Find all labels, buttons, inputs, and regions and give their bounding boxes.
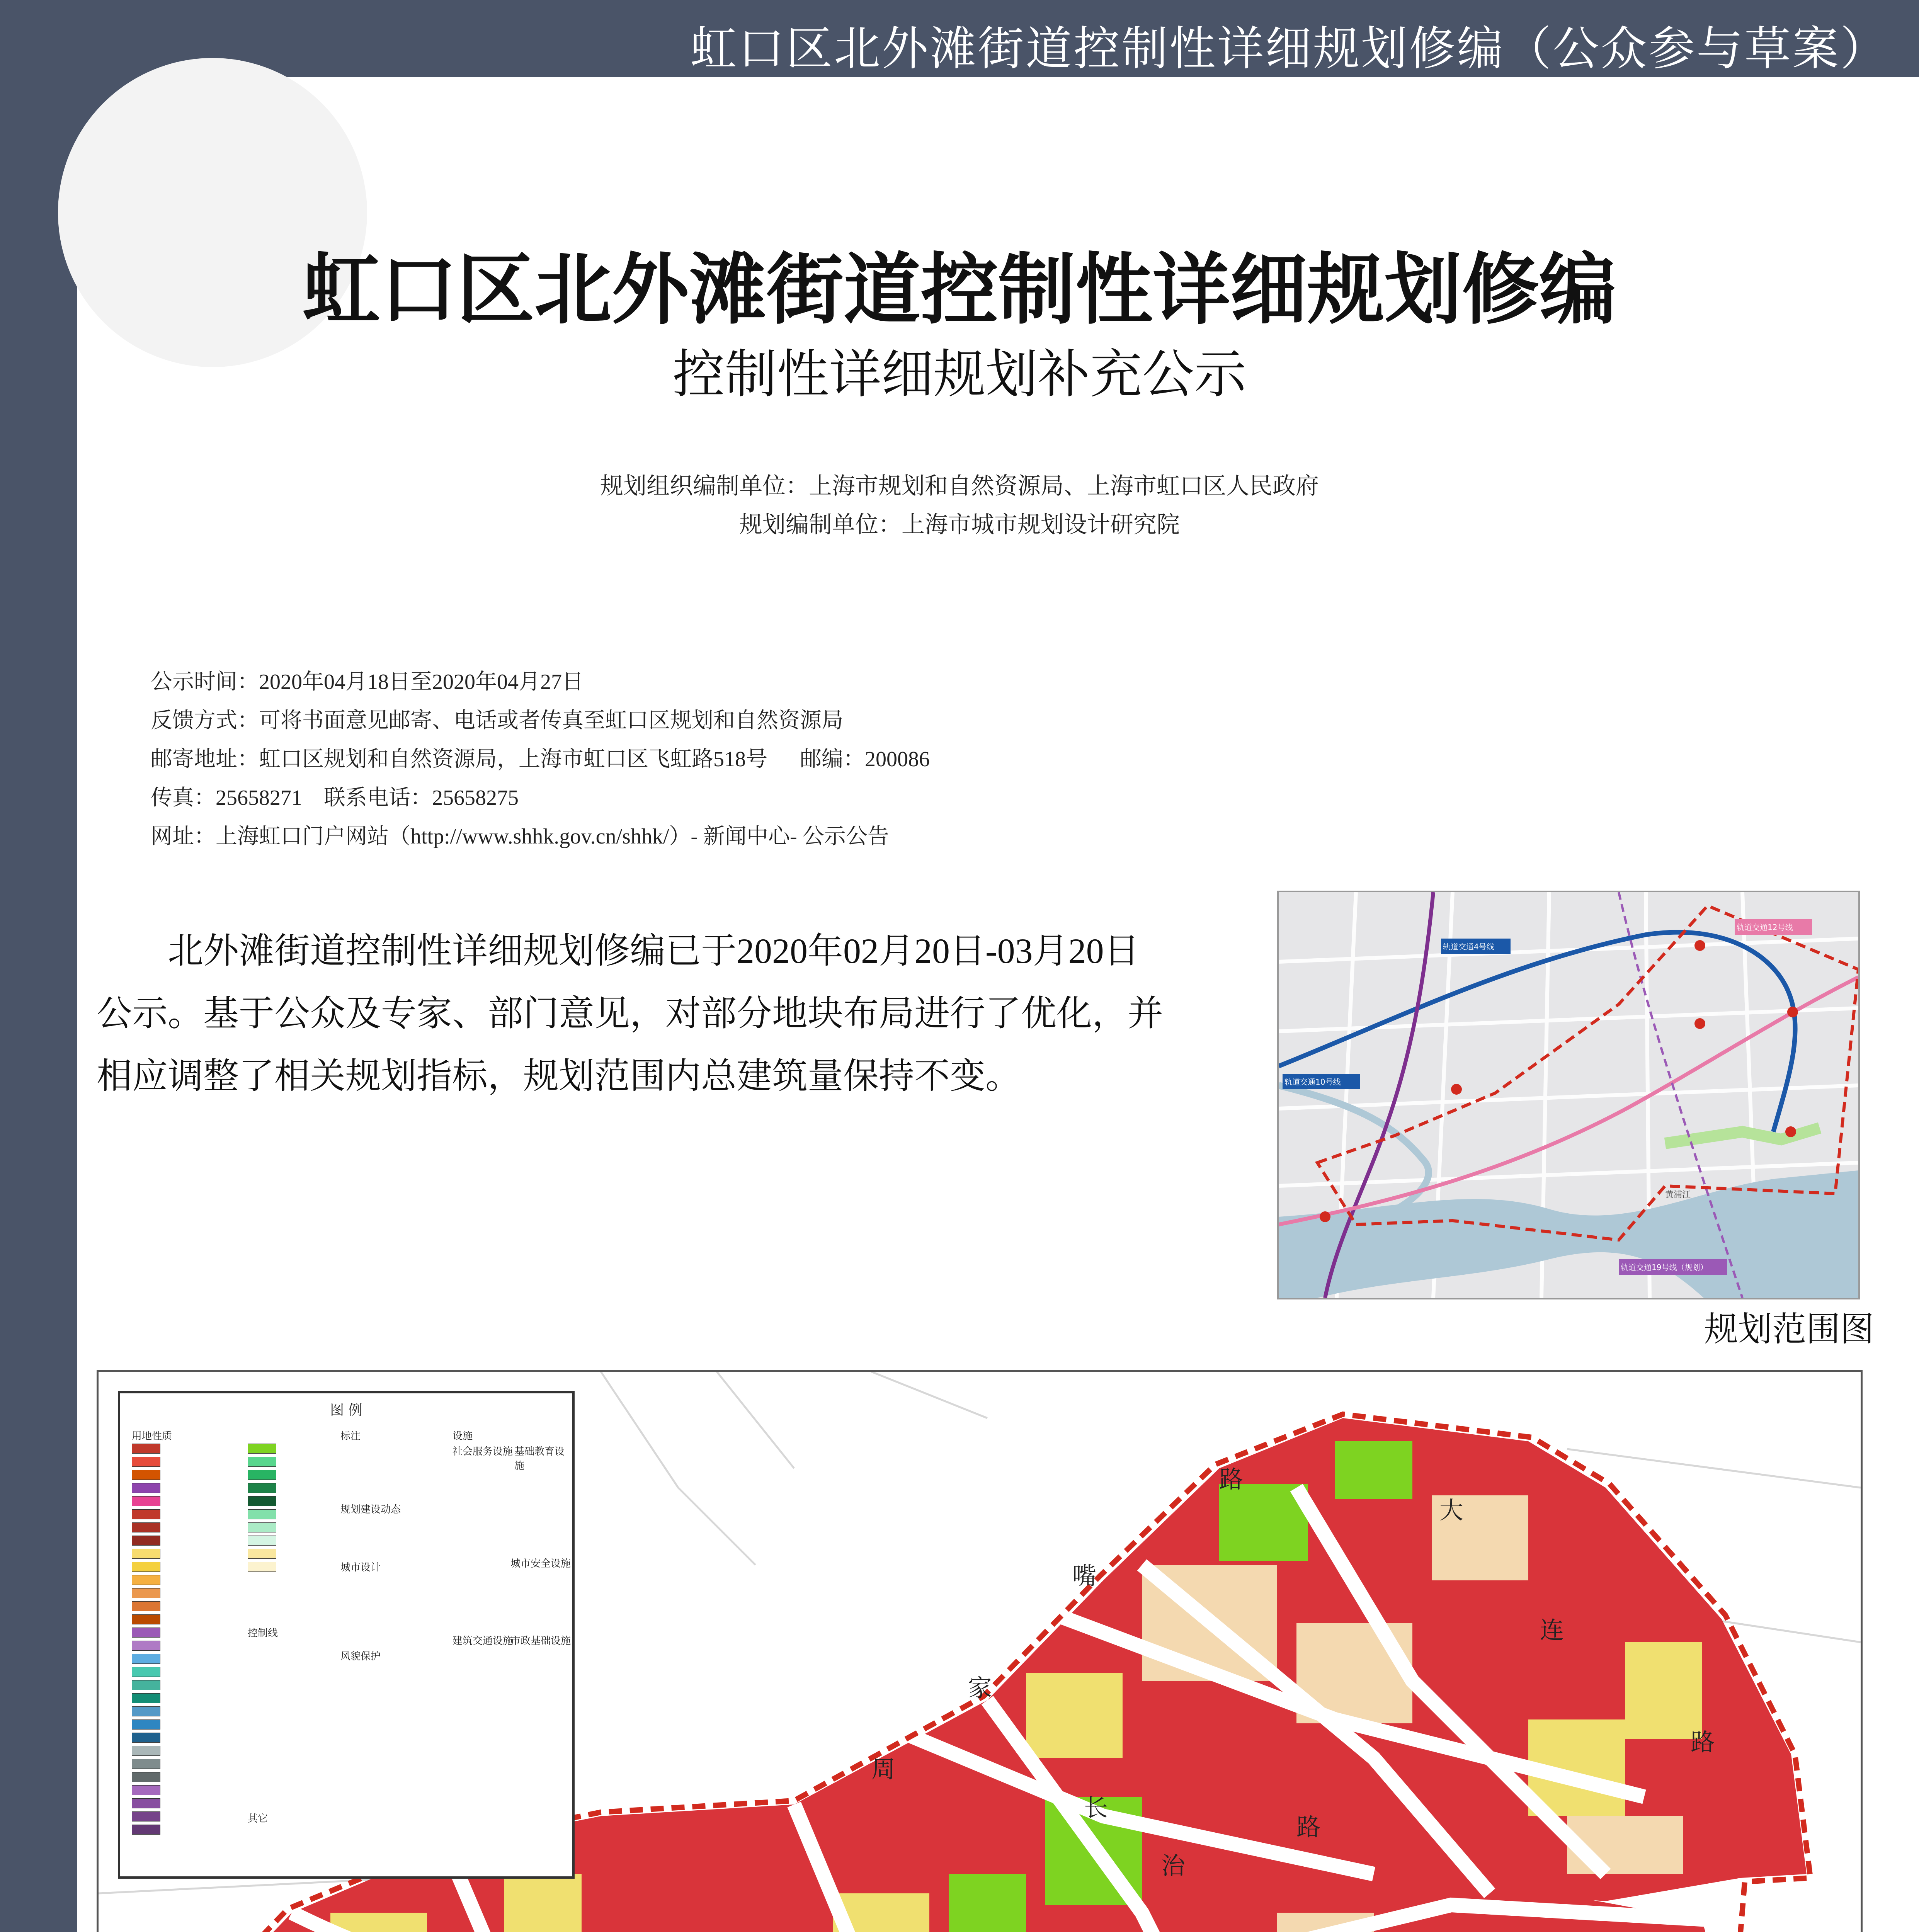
legend-swatch [248,1562,276,1572]
legend-swatch [132,1785,160,1795]
road-char: 路 [1296,1813,1321,1841]
legend-swatch [132,1693,160,1703]
legend-swatch [248,1536,276,1546]
legend-swatch [132,1641,160,1651]
notice-fax-phone: 传真：25658271 联系电话：25658275 [151,786,519,810]
loc-label-line12: 轨道交通12号线 [1737,923,1793,932]
road-char: 周 [871,1755,896,1783]
legend-section: 城市安全设施 [510,1558,571,1570]
legend-swatch [132,1680,160,1690]
sub-title: 控制性详细规划补充公示 [672,344,1247,405]
legend-swatch [132,1457,160,1467]
location-map-caption: 规划范围图 [1704,1309,1875,1349]
loc-label-river: 黄浦江 [1665,1190,1691,1200]
legend-swatch [132,1719,160,1730]
legend-swatch [248,1444,276,1454]
legend-swatch [132,1759,160,1769]
legend-swatch [132,1667,160,1677]
legend-swatch [132,1706,160,1716]
legend-swatch [132,1536,160,1546]
legend-swatch [132,1522,160,1532]
legend-section: 标注 [340,1430,361,1442]
notice-website[interactable]: 网址：上海虹口门户网站（http://www.shhk.gov.cn/shhk/）- 新闻中心- 公示公告 [151,825,889,849]
legend-swatch [132,1825,160,1835]
legend-swatch [132,1628,160,1638]
legend-swatch [132,1444,160,1454]
legend-swatch [132,1509,160,1519]
legend-swatch [132,1575,160,1585]
legend-swatch [132,1470,160,1480]
loc-label-line19: 轨道交通19号线（规划） [1621,1263,1708,1272]
legend-section: 设施 [453,1430,473,1442]
road-char: 家 [968,1674,992,1702]
legend-swatch [132,1496,160,1506]
road-char: 长 [1084,1794,1108,1822]
legend-swatch [248,1549,276,1559]
legend-swatch [248,1483,276,1493]
body-paragraph: 北外滩街道控制性详细规划修编已于2020年02月20日-03月20日公示。基于公众及专家、部门意见，对部分地块布局进行了优化，并相应调整了相关规划指标，规划范围内总建筑量保持不变。 [97,931,1164,1096]
legend-section: 社会服务设施 [453,1446,513,1458]
road-char: 路 [1219,1465,1244,1493]
loc-label-line10: 轨道交通10号线 [1284,1077,1341,1087]
designer-line: 规划编制单位：上海市城市规划设计研究院 [739,512,1180,537]
legend-swatch [132,1654,160,1664]
legend-section: 控制线 [248,1628,278,1639]
location-map-svg [1279,892,1858,1298]
main-title: 虹口区北外滩街道控制性详细规划修编 [302,245,1616,335]
road-char: 连 [1540,1616,1564,1644]
legend-swatch [248,1457,276,1467]
legend-section: 规划建设动态 [340,1504,401,1515]
legend-section: 建筑交通设施 [453,1635,513,1647]
legend-swatch [132,1733,160,1743]
header-title: 虹口区北外滩街道控制性详细规划修编（公众参与草案） [690,22,1888,76]
legend-swatch [132,1746,160,1756]
road-char: 嘴 [1072,1562,1097,1590]
legend-title: 图 例 [330,1402,362,1418]
legend-swatch [132,1614,160,1624]
legend-swatch [132,1549,160,1559]
legend-swatch [132,1483,160,1493]
loc-label-line4: 轨道交通4号线 [1443,942,1494,951]
notice-time: 公示时间：2020年04月18日至2020年04月27日 [151,670,584,694]
legend-swatch [132,1601,160,1611]
planning-map [97,1370,1863,1932]
legend-swatch [132,1588,160,1598]
notice-feedback: 反馈方式：可将书面意见邮寄、电话或者传真至虹口区规划和自然资源局 [151,709,843,733]
legend-swatch [248,1509,276,1519]
legend-swatch [248,1496,276,1506]
notice-address: 邮寄地址：虹口区规划和自然资源局，上海市虹口区飞虹路518号 邮编：200086 [151,747,930,771]
legend-swatch [248,1470,276,1480]
organizer-line: 规划组织编制单位：上海市规划和自然资源局、上海市虹口区人民政府 [600,473,1319,499]
legend-swatch [248,1522,276,1532]
road-char: 大 [1439,1496,1464,1524]
location-map [1277,891,1860,1299]
map-legend [118,1391,575,1879]
road-char: 治 [1161,1852,1186,1880]
legend-section: 市政基础设施 [510,1635,571,1647]
legend-section: 风貌保护 [340,1651,381,1662]
legend-section: 用地性质 [132,1430,172,1442]
road-char: 路 [1691,1728,1715,1756]
legend-section: 城市设计 [340,1562,381,1573]
legend-swatch [132,1798,160,1808]
legend-swatch [132,1772,160,1782]
legend-section: 其它 [248,1813,268,1825]
legend-swatch [132,1811,160,1821]
legend-swatch [132,1562,160,1572]
legend-section: 基础教育设施 [514,1446,565,1472]
